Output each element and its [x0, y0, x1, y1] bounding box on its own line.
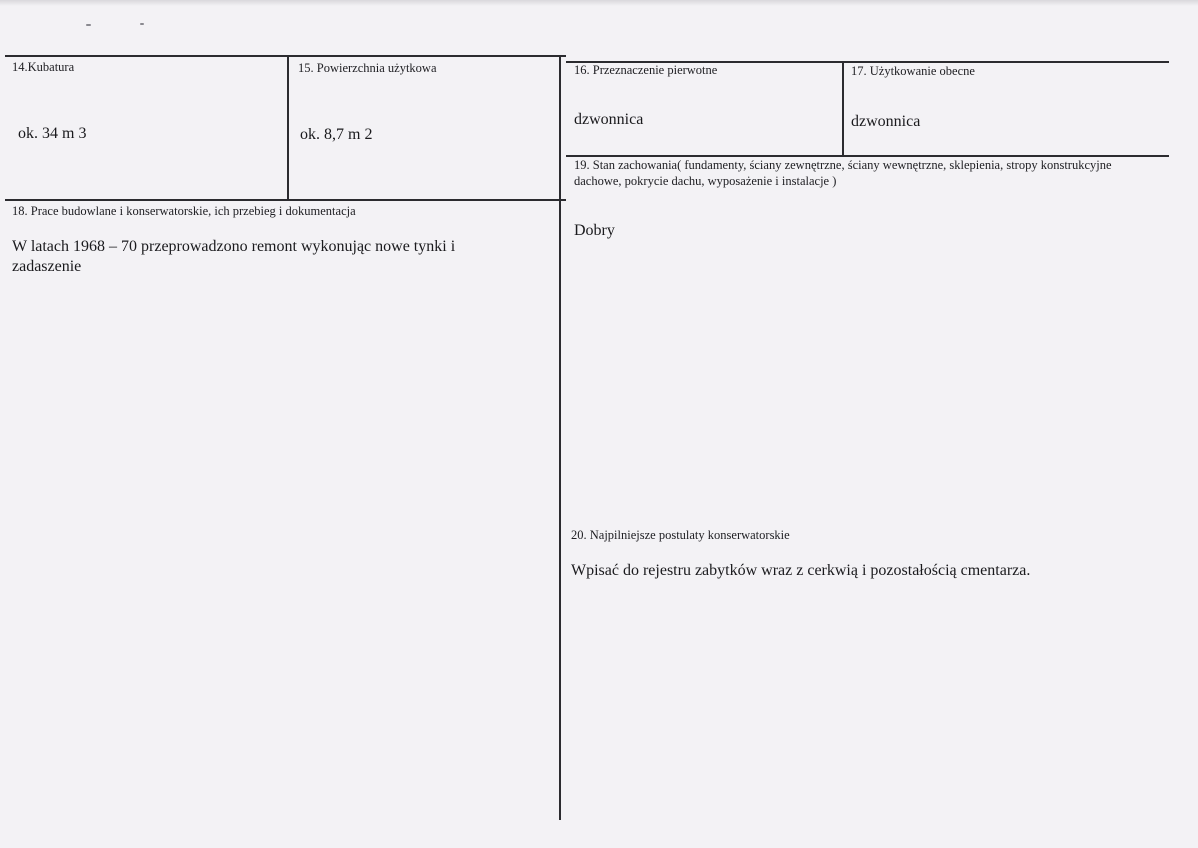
field-16-label: 16. Przeznaczenie pierwotne [574, 63, 718, 77]
grid-line-under-14-15 [5, 199, 566, 201]
field-15-value: ok. 8,7 m 2 [300, 126, 373, 143]
scan-speck [140, 23, 144, 25]
scan-speck [86, 24, 91, 26]
grid-line-divider-16-17 [842, 61, 844, 155]
field-19-label: 19. Stan zachowania( fundamenty, ściany zewnętrzne, ściany wewnętrzne, sklepienia, stropy konstrukcyjne dachowe, pokrycie dachu, wyposażenie i instalacje ) [574, 158, 1112, 188]
field-14-label: 14.Kubatura [12, 60, 75, 74]
field-19-value: Dobry [574, 222, 615, 239]
grid-line-center [559, 55, 561, 820]
grid-line-top-left [5, 55, 566, 57]
field-20-label: 20. Najpilniejsze postulaty konserwatorskie [571, 528, 790, 542]
field-14-value: ok. 34 m 3 [18, 125, 87, 142]
grid-line-divider-14-15 [287, 55, 289, 199]
field-20-value: Wpisać do rejestru zabytków wraz z cerkwią i pozostałością cmentarza. [571, 562, 1031, 579]
field-16-value: dzwonnica [574, 111, 644, 128]
field-15-label: 15. Powierzchnia użytkowa [298, 61, 437, 75]
scan-top-shadow [0, 0, 1198, 6]
field-18-label: 18. Prace budowlane i konserwatorskie, ich przebieg i dokumentacja [12, 204, 356, 218]
field-17-value: dzwonnica [851, 113, 921, 130]
field-18-value: W latach 1968 – 70 przeprowadzono remont wykonując nowe tynki i zadaszenie [12, 238, 456, 275]
field-17-label: 17. Użytkowanie obecne [851, 64, 975, 78]
